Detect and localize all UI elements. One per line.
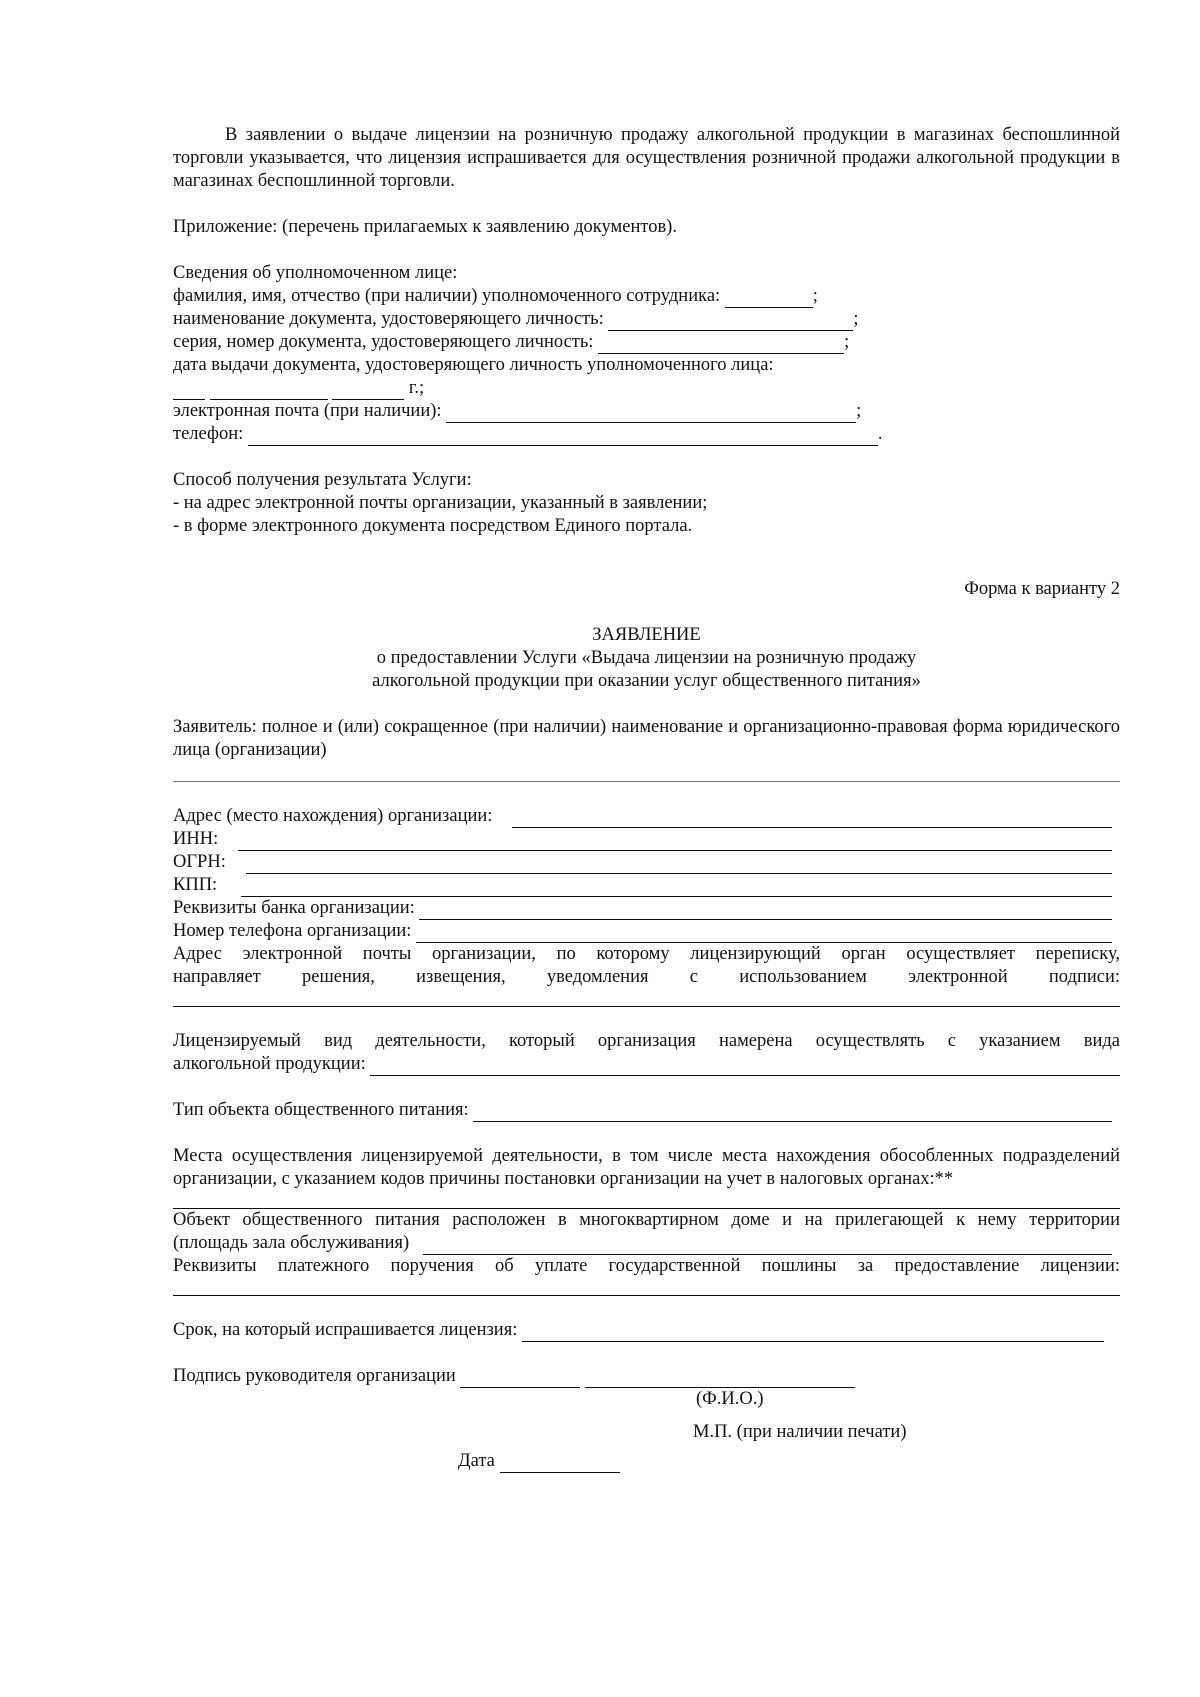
payment-details-label: Реквизиты платежного поручения об уплате государственной пошлины за предоставление лицензии:	[173, 1256, 1120, 1276]
activity-places-label: Места осуществления лицензируемой деятельности, в том числе места нахождения обособленных подразделений организации, с указанием кодов причины постановки организации на учет в налоговых органах:**	[173, 1146, 1120, 1189]
inn-field[interactable]: ИНН:	[173, 828, 1120, 851]
activity-places-field[interactable]	[173, 1191, 1120, 1209]
intro-paragraph: В заявлении о выдаче лицензии на розничную продажу алкогольной продукции в магазинах беспошлинной торговли указывается, что лицензия испрашивается для осуществления розничной продажи алкогольной продукции в магазинах беспошлинной торговли.	[173, 125, 1120, 191]
catering-type-field[interactable]: Тип объекта общественного питания:	[173, 1099, 1120, 1122]
building-label-line1: Объект общественного питания расположен в многоквартирном доме и на прилегающей к нему территории	[173, 1210, 1120, 1230]
seal-label: М.П. (при наличии печати)	[693, 1422, 907, 1442]
applicant-label: Заявитель: полное и (или) сокращенное (при наличии) наименование и организационно-правовая форма юридического лица (организации)	[173, 717, 1120, 760]
applicant-name-field[interactable]	[173, 764, 1120, 782]
kpp-field[interactable]: КПП:	[173, 874, 1120, 897]
authorized-doc-date-label: дата выдачи документа, удостоверяющего личность уполномоченного лица:	[173, 355, 774, 375]
date-field[interactable]: Дата	[173, 1450, 1120, 1473]
org-phone-field[interactable]: Номер телефона организации:	[173, 920, 1120, 943]
result-heading: Способ получения результата Услуги:	[173, 470, 472, 490]
result-method-section	[173, 469, 1120, 538]
authorized-phone-field[interactable]: телефон: .	[173, 424, 883, 444]
authorized-person-section	[173, 262, 1120, 446]
director-signature-field[interactable]: Подпись руководителя организации	[173, 1365, 1120, 1388]
authorized-doc-name-field[interactable]: наименование документа, удостоверяющего личность: ;	[173, 309, 859, 329]
ogrn-field[interactable]: ОГРН:	[173, 851, 1120, 874]
org-email-label-line1: Адрес электронной почты организации, по которому лицензирующий орган осуществляет переписку,	[173, 944, 1120, 964]
authorized-fio-field[interactable]: фамилия, имя, отчество (при наличии) уполномоченного сотрудника: ;	[173, 286, 818, 306]
license-term-field[interactable]: Срок, на который испрашивается лицензия:	[173, 1319, 1120, 1342]
result-option-email: - на адрес электронной почты организации, указанный в заявлении;	[173, 493, 708, 513]
application-title: ЗАЯВЛЕНИЕ	[592, 625, 701, 645]
service-hall-area-field[interactable]: (площадь зала обслуживания)	[173, 1232, 1120, 1255]
application-subtitle-line2: алкогольной продукции при оказании услуг общественного питания»	[372, 671, 921, 691]
authorized-doc-number-field[interactable]: серия, номер документа, удостоверяющего личность: ;	[173, 332, 850, 352]
bank-details-field[interactable]: Реквизиты банка организации:	[173, 897, 1120, 920]
org-email-label-line2: направляет решения, извещения, уведомления с использованием электронной подписи:	[173, 967, 1120, 987]
authorized-email-field[interactable]: электронная почта (при наличии): ;	[173, 401, 862, 421]
activity-field[interactable]: алкогольной продукции:	[173, 1053, 1120, 1076]
org-email-field[interactable]	[173, 989, 1120, 1007]
document-page	[173, 124, 1120, 1473]
form-variant-label: Форма к варианту 2	[964, 579, 1120, 599]
authorized-heading: Сведения об уполномоченном лице:	[173, 263, 458, 283]
activity-label-line1: Лицензируемый вид деятельности, который организация намерена осуществлять с указанием вида	[173, 1031, 1120, 1051]
fio-caption: (Ф.И.О.)	[696, 1389, 764, 1409]
attachment-line: Приложение: (перечень прилагаемых к заявлению документов).	[173, 217, 677, 237]
application-subtitle-line1: о предоставлении Услуги «Выдача лицензии на розничную продажу	[376, 648, 917, 668]
authorized-doc-date-field[interactable]: г.;	[173, 377, 1120, 400]
payment-details-field[interactable]	[173, 1278, 1120, 1296]
address-field[interactable]: Адрес (место нахождения) организации:	[173, 805, 1120, 828]
result-option-portal: - в форме электронного документа посредством Единого портала.	[173, 516, 693, 536]
